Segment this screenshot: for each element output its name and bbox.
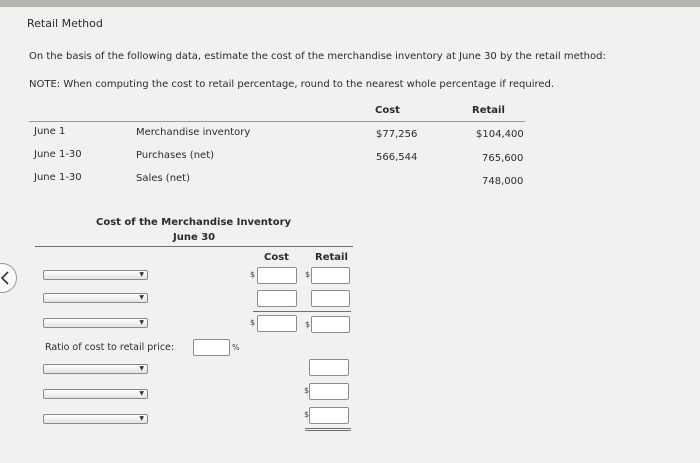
chevron-left-icon [0,271,10,285]
ratio-percent-input[interactable] [193,339,230,356]
inventory-line-5-dropdown[interactable] [43,389,148,399]
cost-line-1-input[interactable] [257,267,297,284]
row-item-purchases: Purchases (net) [136,150,215,161]
ratio-label: Ratio of cost to retail price: [45,342,175,353]
inventory-line-3-dropdown[interactable] [43,318,148,328]
subtotal-rule [253,311,351,312]
retail-line-2-input[interactable] [311,290,350,307]
cost-column-header: Cost [375,105,400,116]
table-header-rule [29,121,525,122]
cost-line-2-input[interactable] [257,290,297,307]
row-date-purchases: June 1-30 [34,149,82,160]
row-item-sales: Sales (net) [136,173,191,184]
retail-currency-symbol: $ [305,320,311,329]
total-double-rule-bottom [305,430,351,431]
cost-currency-symbol: $ [250,270,256,279]
retail-line-6-input[interactable] [309,407,349,424]
chevron-down-icon: ▼ [139,319,144,326]
chevron-down-icon: ▼ [139,294,144,301]
answer-cost-header: Cost [264,252,289,263]
answer-section-date: June 30 [173,232,216,243]
row-retail-merchandise-inventory: $104,400 [476,129,524,140]
answer-retail-header: Retail [315,252,348,263]
retail-column-header: Retail [472,105,505,116]
inventory-line-6-dropdown[interactable] [43,414,148,424]
row-cost-merchandise-inventory: $77,256 [376,129,418,140]
row-retail-sales: 748,000 [482,176,524,187]
retail-line-4-input[interactable] [309,359,349,376]
retail-line-5-input[interactable] [309,383,349,400]
retail-line-1-input[interactable] [311,267,350,284]
row-date-june-1: June 1 [34,126,66,137]
retail-currency-symbol: $ [304,386,310,395]
retail-currency-symbol: $ [304,410,310,419]
retail-currency-symbol: $ [305,270,311,279]
percent-symbol: % [232,343,240,352]
answer-section-title: Cost of the Merchandise Inventory [96,217,292,228]
cost-currency-symbol: $ [250,318,256,327]
answer-header-rule [35,246,353,247]
row-item-merchandise-inventory: Merchandise inventory [136,127,251,138]
inventory-line-4-dropdown[interactable] [43,364,148,374]
row-retail-purchases: 765,600 [482,153,524,164]
instructions-text: On the basis of the following data, estimate the cost of the merchandise inventory at June 30 by the retail method: [29,51,606,62]
chevron-down-icon: ▼ [139,365,144,372]
retail-line-3-input[interactable] [311,316,350,333]
row-cost-purchases: 566,544 [376,152,418,163]
page-title: Retail Method [27,17,103,30]
window-top-bar [0,0,700,7]
cost-line-3-input[interactable] [257,315,297,332]
chevron-down-icon: ▼ [139,271,144,278]
chevron-down-icon: ▼ [139,415,144,422]
inventory-line-2-dropdown[interactable] [43,293,148,303]
chevron-down-icon: ▼ [139,390,144,397]
row-date-sales: June 1-30 [34,172,82,183]
note-text: NOTE: When computing the cost to retail percentage, round to the nearest whole percentage if required. [29,79,555,90]
total-double-rule-top [305,428,351,429]
inventory-line-1-dropdown[interactable] [43,270,148,280]
